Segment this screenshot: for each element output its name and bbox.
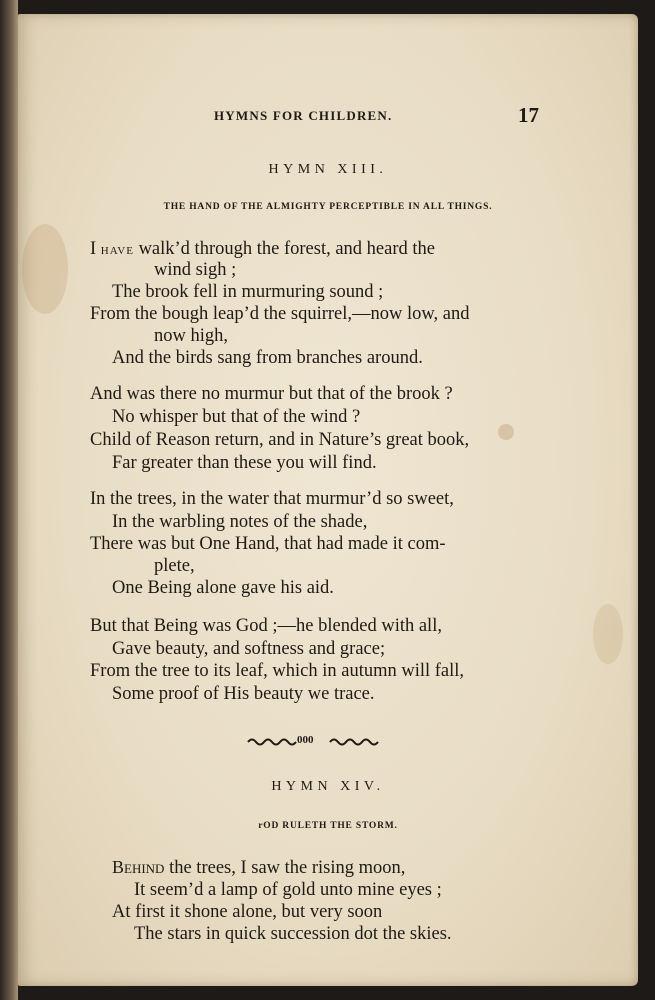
- verse-line: The brook fell in murmuring sound ;: [112, 282, 384, 302]
- book-gutter: [0, 0, 18, 1000]
- first-word-small-caps: Behind: [112, 857, 165, 877]
- verse-line: From the tree to its leaf, which in autumn will fall,: [90, 661, 465, 681]
- verse-line: No whisper but that of the wind ?: [112, 407, 361, 427]
- verse-line: One Being alone gave his aid.: [112, 578, 334, 598]
- verse-line: And was there no murmur but that of the brook ?: [90, 384, 453, 404]
- book-page: [18, 14, 638, 986]
- verse-line: [112, 857, 405, 879]
- verse-line: Some proof of His beauty we trace.: [112, 684, 375, 704]
- hymn-13-subtitle: THE HAND OF THE ALMIGHTY PERCEPTIBLE IN ALL THINGS.: [163, 202, 493, 212]
- verse-line: plete,: [154, 556, 195, 576]
- ornamental-divider: [246, 734, 386, 748]
- first-word: I: [90, 239, 97, 259]
- hymn-14-subtitle: rOD RULETH THE STORM.: [258, 821, 398, 831]
- running-head: [18, 105, 638, 129]
- ornament-flourish-icon: [246, 735, 386, 749]
- ornament-center: 000: [297, 734, 314, 746]
- running-title: HYMNS FOR CHILDREN.: [214, 108, 393, 123]
- verse-line-text: the trees, I saw the rising moon,: [164, 858, 406, 878]
- verse-line: It seem’d a lamp of gold unto mine eyes ;: [134, 880, 442, 900]
- stain: [22, 224, 68, 314]
- verse-line: But that Being was God ;—he blended with all,: [90, 616, 442, 636]
- verse-line: The stars in quick succession dot the skies.: [134, 924, 452, 944]
- hymn-14-heading: HYMN XIV.: [271, 779, 385, 794]
- page-number: 17: [518, 103, 539, 127]
- verse-line: At first it shone alone, but very soon: [112, 902, 383, 922]
- verse-line-text: walk’d through the forest, and heard the: [133, 239, 435, 259]
- verse-line: From the bough leap’d the squirrel,—now low, and: [90, 304, 470, 324]
- verse-line: In the trees, in the water that murmur’d so sweet,: [90, 489, 454, 509]
- stain: [593, 604, 623, 664]
- verse-line: wind sigh ;: [154, 260, 237, 280]
- stain: [498, 424, 514, 440]
- verse-line: [90, 239, 435, 260]
- verse-line: Far greater than these you will find.: [112, 453, 377, 473]
- verse-line: Gave beauty, and softness and grace;: [112, 639, 386, 659]
- verse-line: And the birds sang from branches around.: [112, 348, 423, 368]
- verse-line: now high,: [154, 326, 228, 346]
- verse-line: There was but One Hand, that had made it com-: [90, 534, 446, 554]
- hymn-13-heading: HYMN XIII.: [268, 162, 388, 177]
- verse-line: In the warbling notes of the shade,: [112, 512, 368, 532]
- verse-line: Child of Reason return, and in Nature’s great book,: [90, 430, 470, 450]
- first-word-small-caps: have: [100, 242, 134, 258]
